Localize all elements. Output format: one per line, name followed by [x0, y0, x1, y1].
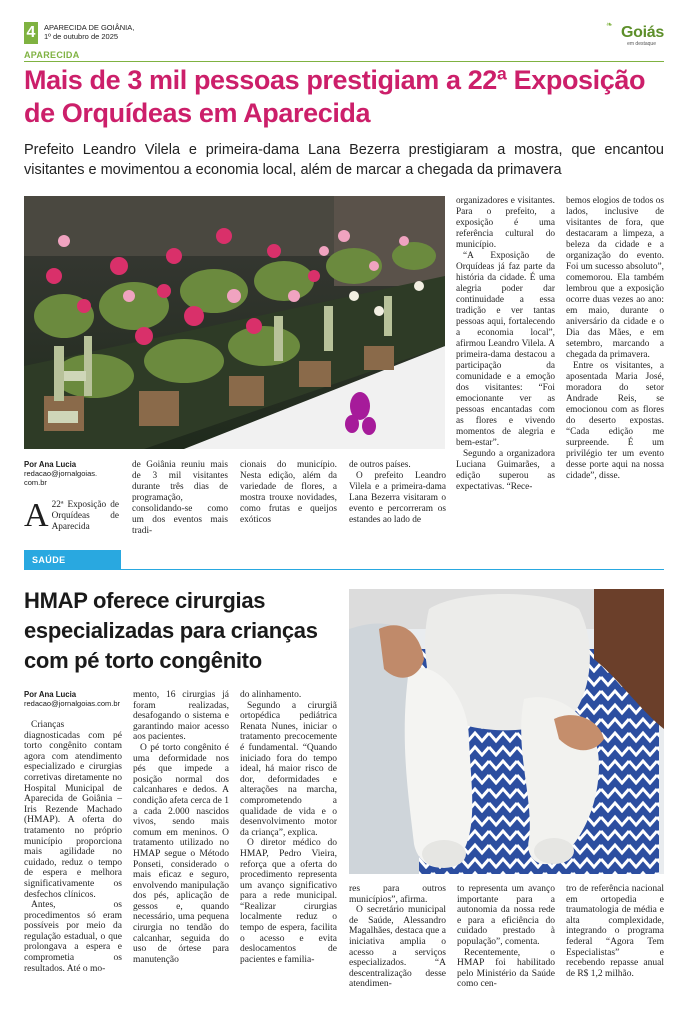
article1-col3 [240, 460, 337, 526]
edition-date: 1º de outubro de 2025 [44, 32, 119, 41]
paragraph: O secretário municipal de Saúde, Alessandro Magalhães, destaca que a iniciativa amplia o acesso a serviços especializados. “A descentralização desse atendimen- [349, 905, 446, 990]
paragraph: Antes, os procedimentos só eram possíveis por meio da regulação estadual, o que prolongava a espera e comprometia os resultados. Até o mo- [24, 900, 122, 974]
article1-col4 [349, 460, 446, 526]
article1-headline: Mais de 3 mil pessoas prestigiam a 22ª Exposição de Orquídeas em Aparecida [24, 65, 646, 128]
section-label-aparecida: APARECIDA [24, 50, 80, 60]
paragraph: de outros países. [349, 460, 411, 470]
edition-info [44, 23, 134, 41]
paragraph: do alinhamento. [240, 690, 302, 700]
orchids-photo-illustration [24, 196, 445, 449]
article2-colF [566, 884, 664, 979]
paragraph: organizadores e visitantes. Para o prefeito, a exposição é uma referência cultural do município. [456, 196, 555, 250]
page-number: 4 [24, 22, 38, 44]
article2-colC [240, 690, 337, 965]
paragraph: Segundo a organizadora Luciana Guimarães, a edição superou as expectativas. “Rece- [456, 449, 555, 492]
paragraph: de Goiânia reuniu mais de 3 mil visitantes durante três dias de programação, consolidando-se como um dos eventos mais tradi- [132, 460, 228, 536]
article2-headline: HMAP oferece cirurgias especializadas para crianças com pé torto congênito [24, 588, 318, 673]
byline-author: Por Ana Lucia [24, 460, 77, 469]
section-divider [121, 569, 664, 570]
logo-leaf-icon: ❧ [606, 20, 613, 29]
article2-byline [24, 690, 124, 708]
child-with-leg-casts-photo [349, 589, 664, 874]
article1-col2 [132, 460, 228, 537]
paragraph: mento, 16 cirurgias já foram realizadas, desafogando o sistema e garantindo maior acesso aos pacientes. [133, 690, 229, 743]
article1-col1-text: 22ª Exposição de Orquídeas de Aparecida [51, 500, 119, 532]
paragraph: “A Exposição de Orquídeas já faz parte da história da cidade. É uma alegria poder dar continuidade a essa tradição e ver tantas pessoas aqui, fortalecendo a economia local”, afirmou Leandro Vilela. A primeira-dama destacou a participação da comunidade e a emoção dos visitantes: “Foi emocionante ver as pessoas encantadas com as flores e vivendo momentos de alegria e bem-estar”. [456, 251, 555, 448]
paragraph: to representa um avanço importante para a autonomia da nossa rede e para a eficiência do cuidado prestado à população”, comenta. [457, 884, 555, 947]
edition-city: APARECIDA DE GOIÂNIA, [44, 23, 135, 32]
article1-dek: Prefeito Leandro Vilela e primeira-dama Lana Bezerra prestigiaram a mostra, que encantou visitantes e movimentou a economia local, além de marcar a chegada da primavera [24, 142, 664, 178]
paragraph: Entre os visitantes, a aposentada Maria José, moradora do setor Andrade Reis, se emocionou com as flores do deserto expostas. “Cada edição me surpreende. É um privilégio ter um evento desse porte aqui na nossa cidade”, disse. [566, 361, 664, 481]
paragraph: Recentemente, o HMAP foi habilitado pelo Ministério da Saúde como cen- [457, 947, 555, 990]
byline-author: Por Ana Lucia [24, 690, 77, 699]
article2-colD [349, 884, 446, 990]
paragraph: O pé torto congênito é uma deformidade nos pés que impede a posição normal dos calcanhares e dedos. A condição afeta cerca de 1 a cada 2.000 nascidos vivos, sendo mais comum em meninos. O tratamento utilizado no HMAP segue o Método Ponseti, considerado o mais eficaz e seguro, envolvendo manipulação dos pés, aplicação de gessos e, quando necessário, uma pequena cirurgia no tendão do calcanhar, seguida do uso de órtese para manutenção [133, 742, 229, 965]
page-header [24, 20, 664, 48]
section-divider [24, 61, 664, 62]
article1-col5 [456, 196, 555, 493]
article2-colA [24, 720, 122, 974]
logo-tagline: em destaque [627, 41, 656, 47]
article2-colE [457, 884, 555, 990]
paragraph: tro de referência nacional em ortopedia e traumatologia de média e alta complexidade, integrando o programa federal “Agora Tem Especialistas” e recebendo repasse anual de R$ 1,2 milhão. [566, 884, 664, 979]
logo-word: Goiás [621, 24, 664, 41]
paragraph: res para outros municípios”, afirma. [349, 884, 446, 905]
paragraph: O diretor médico do HMAP, Pedro Vieira, reforça que a oferta do procedimento representa um avanço significativo para a rede municipal. “Realizar cirurgias localmente reduz o tempo de espera, facilita o acesso e evita deslocamentos de pacientes e familia- [240, 838, 337, 965]
article1-col6 [566, 196, 664, 482]
article1-byline [24, 460, 119, 487]
section-label-saude: SAÚDE [24, 550, 121, 570]
child-photo-illustration [349, 589, 664, 874]
newspaper-logo [600, 20, 664, 46]
dropcap: A [24, 497, 49, 534]
paragraph: bemos elogios de todos os lados, inclusive de visitantes de fora, que destacaram a limpeza, a beleza da cidade e a organização do evento. Foi um sucesso absoluto”, comemorou. Ela também lembrou que a exposição ocorre duas vezes ao ano: em maio, durante o aniversário da cidade e o Dia das Mães, e em setembro, marcando a chegada da primavera. [566, 196, 664, 360]
byline-email: redacao@jornalgoias.com.br [24, 699, 120, 708]
orchids-exhibition-photo [24, 196, 445, 449]
paragraph: O prefeito Leandro Vilela e a primeira-dama Lana Bezerra visitaram o evento e percorreram os estandes ao lado de [349, 471, 446, 525]
article2-colB [133, 690, 229, 965]
byline-email-domain: com.br [24, 478, 47, 487]
paragraph: Crianças diagnosticadas com pé torto congênito contam agora com atendimento especializado e cirurgias corretivas diretamente no Hospital Municipal de Aparecida de Goiânia – Iris Rezende Machado (HMAP). A oferta do tratamento no próprio município proporciona mais agilidade no cuidado, reduz o tempo de espera e melhora significativamente os desfechos clínicos. [24, 720, 122, 900]
paragraph: cionais do município. Nesta edição, além da variedade de flores, a mostra trouxe novidades, como frutas e queijos exóticos [240, 460, 337, 525]
byline-email: redacao@jornalgoias. [24, 469, 98, 478]
paragraph: Segundo a cirurgiã ortopédica pediátrica Renata Nunes, iniciar o tratamento precocemente é fundamental. “Quando iniciado fora do tempo ideal, há maior risco de dor, deformidades e alterações na marcha, comprometendo a qualidade de vida e o desenvolvimento motor da criança”, explica. [240, 700, 337, 838]
article1-col1 [24, 497, 119, 534]
